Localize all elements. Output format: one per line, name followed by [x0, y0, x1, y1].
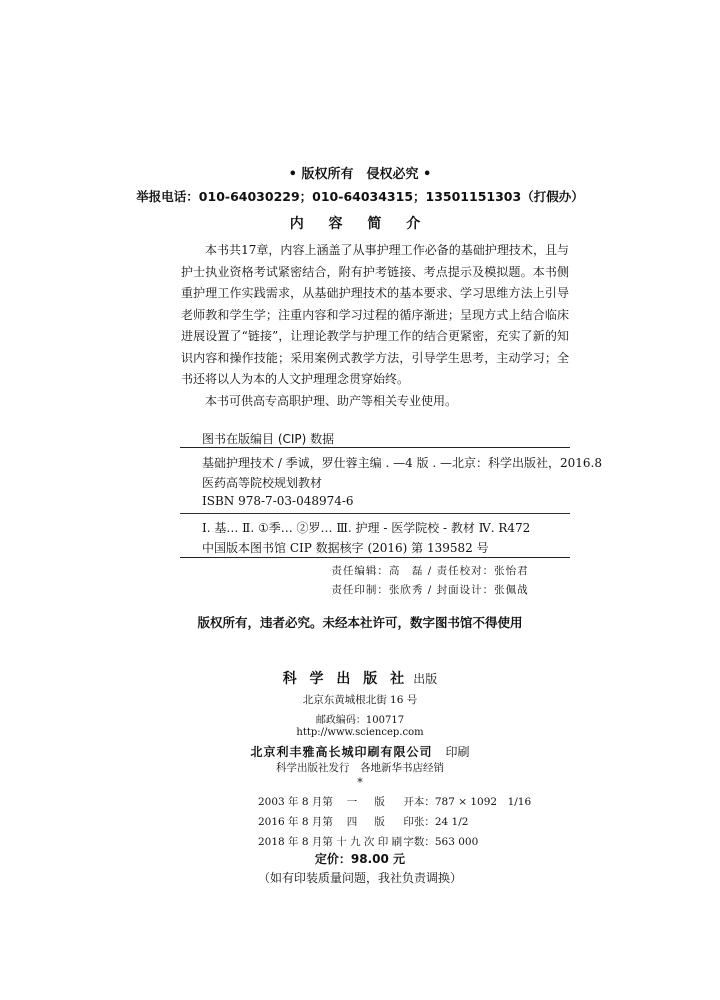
printer-line	[0, 741, 720, 760]
edition-row-left: 2003 年 8 月第 一 版	[258, 796, 385, 808]
summary-body	[181, 240, 569, 412]
staff-line-1: 责任编辑：高 磊 / 责任校对：张怡君	[331, 565, 529, 577]
edition-row-left: 2018 年 8 月第 十 九 次 印 刷	[258, 836, 403, 848]
summary-paragraph-1: 本书共17章，内容上涵盖了从事护理工作必备的基础护理技术，且与护士执业资格考试紧密结合，附有护考链接、考点提示及模拟题。本书侧重护理工作实践需求，从基础护理技术的基本要求、学习思维方法上引导老师教和学生学；注重内容和学习过程的循序渐进；呈现方式上结合临床进展设置了“链接”，让理论教学与护理工作的结合更紧密，充实了新的知识内容和操作技能；采用案例式教学方法，引导学生思考，主动学习；全书还将以人为本的人文护理理念贯穿始终。	[181, 243, 569, 386]
cip-line-5: 中国版本图书馆 CIP 数据核字 (2016) 第 139582 号	[202, 541, 489, 555]
edition-row	[258, 812, 531, 832]
edition-row-right: 开本：787 × 1092 1/16	[403, 796, 532, 808]
publisher-suffix: 出版	[413, 672, 438, 686]
report-phone-line: 举报电话：010-64030229；010-64034315；13501151303（打假办）	[136, 189, 584, 204]
printer-name: 北京利丰雅高长城印刷有限公司	[250, 745, 433, 759]
edition-table	[258, 792, 531, 852]
summary-title: 内 容 简 介	[289, 216, 431, 232]
publisher-line	[0, 668, 720, 688]
publisher-postcode: 邮政编码：100717	[315, 715, 405, 726]
cip-bottom-rule	[180, 557, 570, 558]
staff-line-2: 责任印制：张欣秀 / 封面设计：张佩战	[331, 584, 529, 596]
cip-line-4: Ⅰ. 基… Ⅱ. ①季… ②罗… Ⅲ. 护理 - 医学院校 - 教材 Ⅳ. R472	[202, 521, 531, 535]
cip-top-rule	[180, 447, 570, 448]
edition-row-right: 印张：24 1/2	[403, 816, 469, 828]
copyright-notice: • 版权所有 侵权必究 •	[288, 167, 432, 182]
cip-line-2: 医药高等院校规划教材	[202, 476, 323, 490]
rights-statement: 版权所有，违者必究。未经本社许可，数字图书馆不得使用	[197, 615, 523, 630]
cip-mid-rule	[180, 513, 570, 514]
publisher-name: 科 学 出 版 社	[282, 671, 409, 687]
star-divider: *	[357, 776, 363, 789]
publisher-address: 北京东黄城根北街 16 号	[302, 694, 418, 706]
edition-row	[258, 832, 531, 852]
quality-note: （如有印装质量问题，我社负责调换）	[257, 871, 462, 885]
price-line: 定价：98.00 元	[314, 852, 406, 866]
cip-heading: 图书在版编目 (CIP) 数据	[202, 432, 335, 446]
edition-row-right: 字数：563 000	[403, 836, 479, 848]
summary-paragraph-2: 本书可供高专高职护理、助产等相关专业使用。	[205, 393, 458, 408]
edition-row-left: 2016 年 8 月第 四 版	[258, 816, 385, 828]
printer-suffix: 印刷	[445, 745, 470, 759]
cip-line-1: 基础护理技术 / 季诚，罗仕蓉主编 . —4 版 . —北京：科学出版社，2016.8	[202, 456, 602, 470]
cip-line-3: ISBN 978-7-03-048974-6	[202, 494, 354, 508]
edition-row	[258, 792, 531, 812]
publisher-url: http://www.sciencep.com	[296, 727, 424, 738]
distribution-line: 科学出版社发行 各地新华书店经销	[276, 762, 444, 774]
